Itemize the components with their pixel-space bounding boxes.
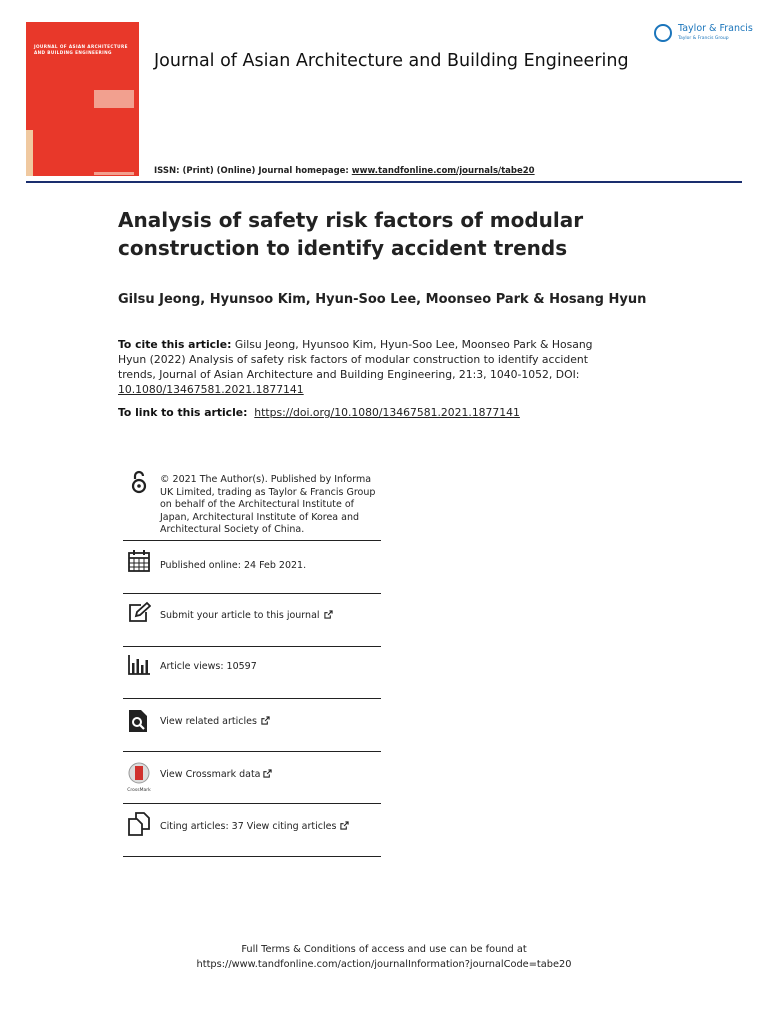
issn-prefix: ISSN: (Print) (Online) Journal homepage: — [154, 166, 352, 176]
journal-homepage-link[interactable]: www.tandfonline.com/journals/tabe20 — [351, 166, 535, 176]
crossmark-item[interactable] — [123, 752, 381, 804]
related-item[interactable] — [123, 699, 381, 752]
cite-text: Gilsu Jeong, Hyunsoo Kim, Hyun-Soo Lee, Moonseo Park & Hosang Hyun (2022) Analysis of safety risk factors of modular construction to identify accident trends, Journal of Asian Architecture and Building Engineering, 21:3, 1040-1052, DOI: — [118, 338, 593, 381]
view-related-link[interactable]: View related articles — [160, 716, 257, 727]
cover-title: JOURNAL OF ASIAN ARCHITECTURE AND BUILDING ENGINEERING — [34, 44, 128, 55]
article-authors: Gilsu Jeong, Hyunsoo Kim, Hyun-Soo Lee, Moonseo Park & Hosang Hyun — [118, 292, 647, 307]
bar-chart-icon — [127, 653, 151, 677]
crossmark-label: CrossMark — [127, 788, 151, 792]
external-link-icon — [340, 821, 349, 830]
publisher-subname: Taylor & Francis Group — [678, 36, 729, 41]
terms-footer — [0, 943, 768, 972]
article-doi-url[interactable]: https://doi.org/10.1080/13467581.2021.1877141 — [254, 406, 520, 419]
publisher-logo-icon — [654, 24, 672, 42]
citing-articles-icon — [127, 812, 151, 836]
submit-article-link[interactable]: Submit your article to this journal — [160, 610, 320, 621]
license-text: © 2021 The Author(s). Published by Informa UK Limited, trading as Taylor & Francis Group on behalf of the Architectural Institute of Japan, Architectural Institute of Korea and Architectural Society of China. — [160, 474, 376, 535]
article-views: Article views: 10597 — [160, 661, 257, 672]
citing-articles-link[interactable]: Citing articles: 37 View citing articles — [160, 821, 337, 832]
article-link-line — [118, 406, 520, 419]
published-item — [123, 541, 381, 594]
publisher-name: Taylor & Francis — [678, 23, 753, 34]
submit-item[interactable] — [123, 594, 381, 647]
journal-title: Journal of Asian Architecture and Building Engineering — [154, 51, 629, 71]
open-access-icon — [127, 470, 151, 494]
cite-label: To cite this article: — [118, 338, 232, 351]
view-crossmark-link[interactable]: View Crossmark data — [160, 769, 261, 780]
terms-url[interactable]: https://www.tandfonline.com/action/journalInformation?journalCode=tabe20 — [196, 958, 572, 970]
external-link-icon — [261, 716, 270, 725]
journal-cover-image — [26, 22, 139, 176]
article-title: Analysis of safety risk factors of modular construction to identify accident trends — [118, 208, 584, 260]
publisher-logo[interactable] — [654, 22, 753, 48]
link-label: To link to this article: — [118, 406, 248, 419]
issn-line — [154, 166, 535, 176]
crossmark-icon — [127, 762, 151, 792]
citing-item[interactable] — [123, 804, 381, 857]
calendar-icon — [127, 549, 151, 573]
article-info-list — [123, 466, 381, 857]
license-item — [123, 466, 381, 541]
published-date: Published online: 24 Feb 2021. — [160, 560, 307, 571]
citation-block — [118, 337, 618, 397]
views-item — [123, 647, 381, 699]
external-link-icon — [263, 769, 272, 778]
related-articles-icon — [127, 709, 151, 733]
doi-link[interactable]: 10.1080/13467581.2021.1877141 — [118, 383, 304, 396]
header-divider — [26, 181, 742, 183]
edit-icon — [127, 601, 151, 625]
external-link-icon — [324, 610, 333, 619]
terms-text: Full Terms & Conditions of access and use can be found at — [241, 944, 527, 955]
